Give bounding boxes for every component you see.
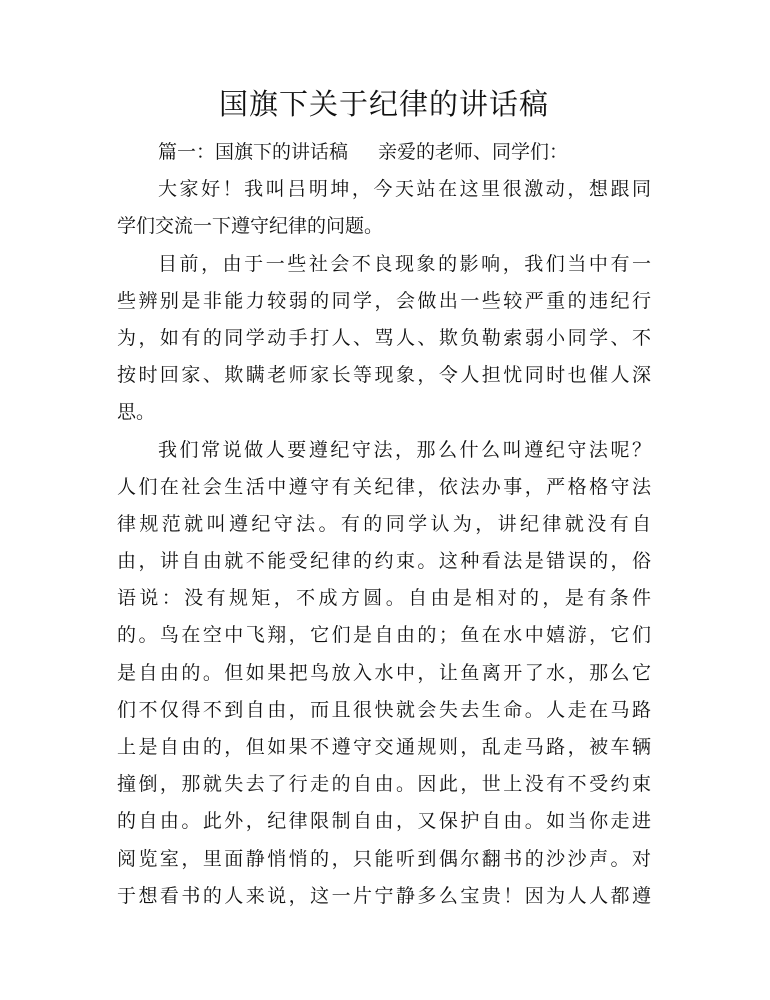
text-line: 于想看书的人来说，这一片宁静多么宝贵！因为人人都遵: [117, 884, 651, 907]
text-line: 学们交流一下遵守纪律的问题。: [117, 215, 384, 238]
section-heading: 篇一：国旗下的讲话稿: [158, 141, 349, 163]
text-line: 语说：没有规矩，不成方圆。自由是相对的，是有条件: [117, 587, 651, 610]
text-line: 人们在社会生活中遵守有关纪律，依法办事，严格格守法: [117, 475, 651, 498]
text-line: 的自由。此外，纪律限制自由，又保护自由。如当你走进: [117, 810, 651, 833]
text-line: 按时回家、欺瞒老师家长等现象，令人担忧同时也催人深: [117, 364, 651, 387]
text-line: 目前，由于一些社会不良现象的影响，我们当中有一: [158, 252, 651, 275]
text-line: 思。: [117, 401, 156, 424]
text-line: 我们常说做人要遵纪守法，那么什么叫遵纪守法呢？: [158, 438, 651, 461]
text-line: 由，讲自由就不能受纪律的约束。这种看法是错误的，俗: [117, 550, 651, 573]
document-first-line: [117, 134, 651, 171]
paragraph-lines: [117, 171, 651, 915]
document-title: 国旗下关于纪律的讲话稿: [218, 87, 549, 121]
text-line: 们不仅得不到自由，而且很快就会失去生命。人走在马路: [117, 698, 651, 721]
text-line: 上是自由的，但如果不遵守交通规则，乱走马路，被车辆: [117, 736, 651, 758]
document-body: [117, 134, 651, 915]
text-line: 律规范就叫遵纪守法。有的同学认为，讲纪律就没有自: [117, 512, 651, 535]
salutation: 亲爱的老师、同学们：: [378, 141, 569, 163]
text-line: 阅览室，里面静悄悄的，只能听到偶尔翻书的沙沙声。对: [117, 847, 651, 870]
text-line: 为，如有的同学动手打人、骂人、欺负勒索弱小同学、不: [117, 326, 651, 349]
text-line: 大家好！我叫吕明坤，今天站在这里很激动，想跟同: [158, 178, 651, 201]
text-line: 是自由的。但如果把鸟放入水中，让鱼离开了水，那么它: [117, 661, 651, 684]
text-line: 撞倒，那就失去了行走的自由。因此，世上没有不受约束: [117, 773, 651, 796]
text-line: 些辨别是非能力较弱的同学，会做出一些较严重的违纪行: [117, 289, 651, 312]
text-line: 的。鸟在空中飞翔，它们是自由的；鱼在水中嬉游，它们: [117, 624, 651, 647]
